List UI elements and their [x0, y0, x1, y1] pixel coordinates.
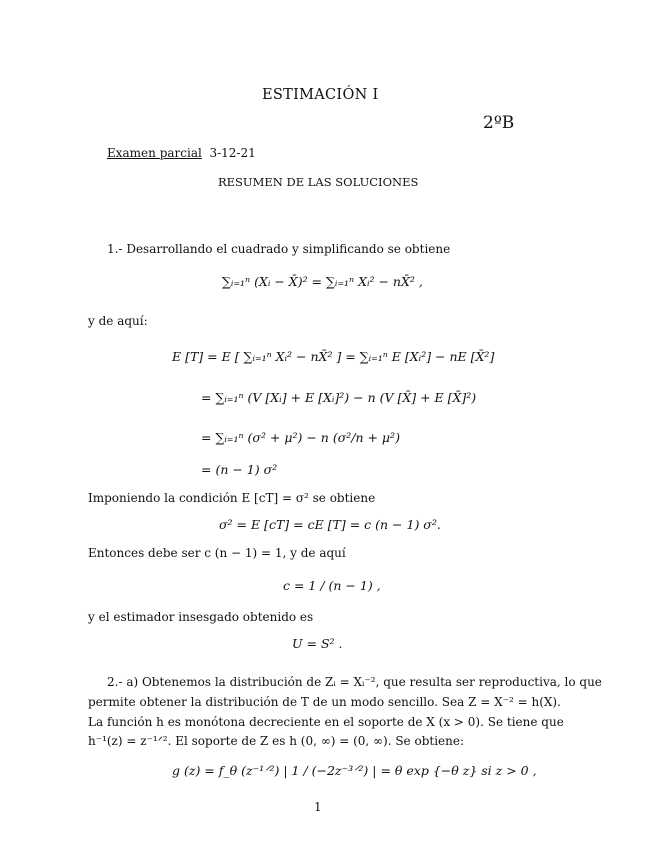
exam-date: 3-12-21 — [209, 146, 256, 160]
equation-2b: = ∑ᵢ₌₁ⁿ (V [Xᵢ] + E [Xᵢ]²) − n (V [X̄] + E [X̄]²) — [201, 390, 477, 405]
paragraph-6b: permite obtener la distribución de T de un modo sencillo. Sea Z = X⁻² = h(X). — [88, 695, 561, 709]
equation-5: U = S² . — [292, 636, 343, 651]
equation-2d: = (n − 1) σ² — [201, 462, 278, 477]
equation-6: g (z) = f_θ (z⁻¹ᐟ²) | 1 / (−2z⁻³ᐟ²) | = θ exp {−θ z} si z > 0 , — [172, 763, 537, 778]
equation-2a: E [T] = E [ ∑ᵢ₌₁ⁿ Xᵢ² − nX̄² ] = ∑ᵢ₌₁ⁿ E [Xᵢ²] − nE [X̄²] — [172, 349, 495, 364]
paragraph-5: y el estimador insesgado obtenido es — [88, 610, 314, 624]
page-number: 1 — [314, 800, 322, 814]
paragraph-2: y de aquí: — [88, 314, 148, 328]
page-title: ESTIMACIÓN I — [262, 87, 379, 103]
paragraph-6d: h⁻¹(z) = z⁻¹ᐟ². El soporte de Z es h (0, ∞) = (0, ∞). Se obtiene: — [88, 734, 465, 748]
paragraph-1: 1.- Desarrollando el cuadrado y simplificando se obtiene — [107, 242, 451, 256]
paragraph-6a: 2.- a) Obtenemos la distribución de Zᵢ = Xᵢ⁻², que resulta ser reproductiva, lo que — [107, 675, 602, 689]
equation-1: ∑ᵢ₌₁ⁿ (Xᵢ − X̄)² = ∑ᵢ₌₁ⁿ Xᵢ² − nX̄² , — [222, 274, 423, 289]
equation-3: σ² = E [cT] = cE [T] = c (n − 1) σ². — [219, 517, 441, 532]
exam-label-text: Examen parcial — [107, 146, 202, 160]
paragraph-4: Entonces debe ser c (n − 1) = 1, y de aquí — [88, 546, 346, 560]
paragraph-6c: La función h es monótona decreciente en el soporte de X (x > 0). Se tiene que — [88, 715, 564, 729]
group-label: 2ºB — [483, 113, 515, 133]
summary-subtitle: RESUMEN DE LAS SOLUCIONES — [218, 175, 419, 189]
exam-label — [107, 146, 256, 160]
equation-2c: = ∑ᵢ₌₁ⁿ (σ² + μ²) − n (σ²/n + μ²) — [201, 430, 400, 445]
equation-4: c = 1 / (n − 1) , — [283, 578, 381, 593]
paragraph-3: Imponiendo la condición E [cT] = σ² se obtiene — [88, 491, 376, 505]
